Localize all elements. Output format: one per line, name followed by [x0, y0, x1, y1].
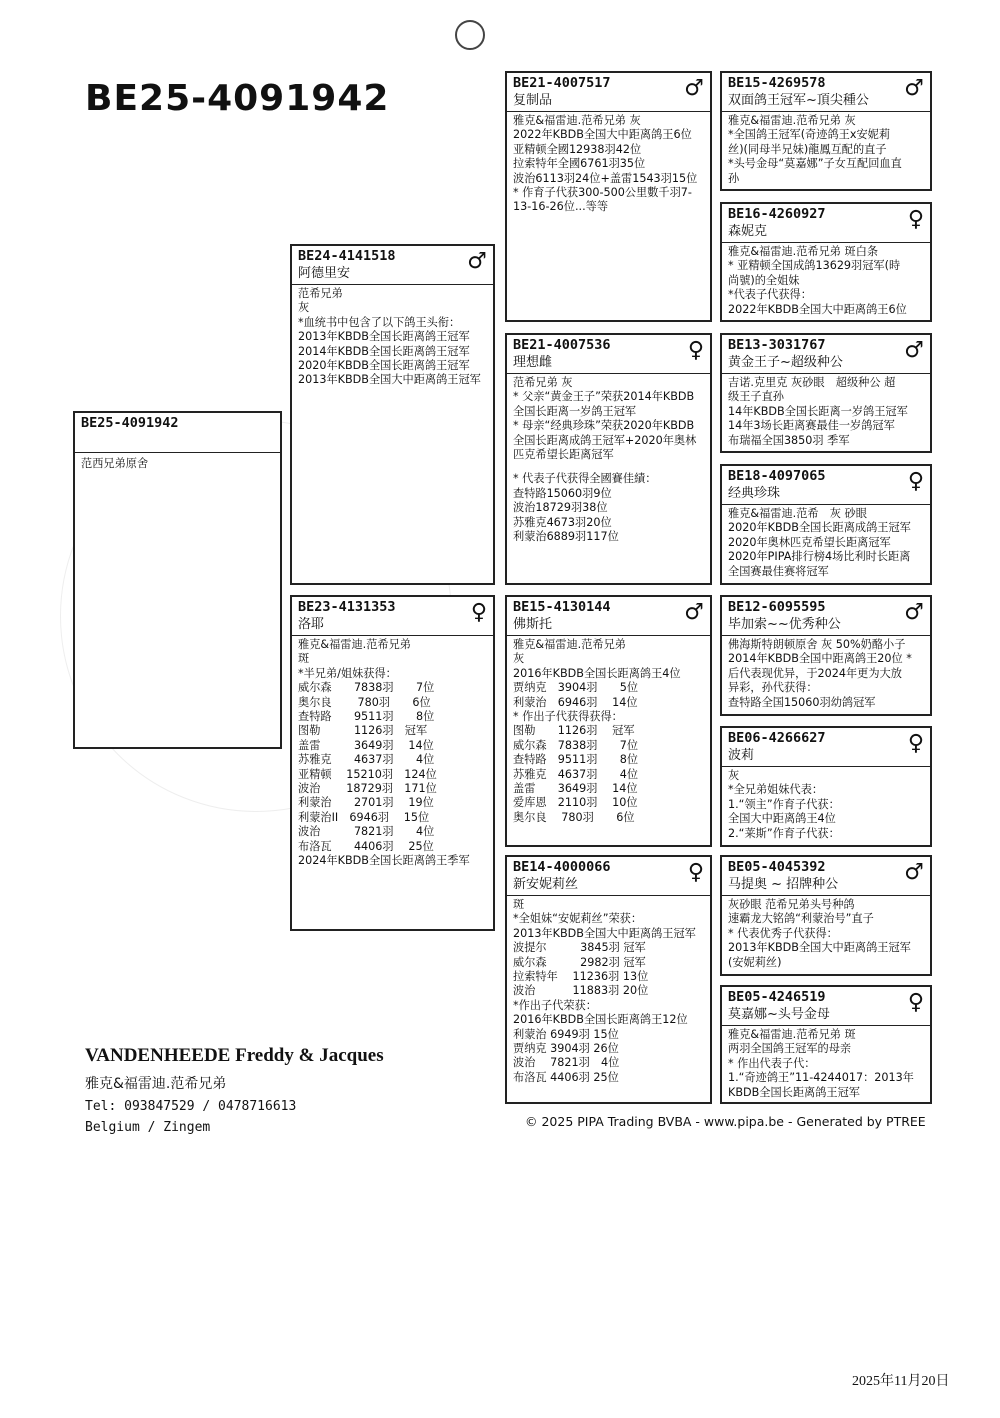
- info-line: 苏雅克 4637羽 4位: [513, 767, 639, 781]
- ring-number: BE12-6095595: [728, 599, 826, 615]
- info-line: 波提尔 3845羽 冠军: [513, 941, 646, 955]
- info-line: 雅克&福雷迪.范希兄弟 灰: [513, 114, 641, 127]
- info-line: 查特路 9511羽 8位: [513, 753, 639, 767]
- info-line: 雅克&福雷迪.范希兄弟 斑: [728, 1028, 856, 1041]
- pigeon-name: 马提奥 ~ 招牌种公: [728, 877, 839, 892]
- info-line: *头号金母“莫嘉娜”子女互配回血直: [728, 157, 902, 171]
- info-line: 级王子直孙: [728, 390, 784, 404]
- info-line: 后代表现优异，于2024年更为大放: [728, 666, 902, 680]
- info-line: [513, 462, 705, 472]
- print-date: 2025年11月20日: [852, 1374, 950, 1389]
- info-line: 布洛瓦 4406羽 25位: [513, 1070, 619, 1084]
- info-line: 波治6113羽24位+盖雷1543羽15位: [513, 171, 698, 185]
- info-line: 波治18729羽38位: [513, 501, 608, 515]
- info-line: 匹克希望长距离冠军: [513, 448, 614, 462]
- ring-number: BE06-4266627: [728, 730, 826, 746]
- info-line: 2020年KBDB全国长距离成鸽王冠军: [728, 521, 911, 535]
- info-line: 雅克&福雷迪.范希兄弟 灰: [728, 114, 856, 127]
- dam-box: [290, 595, 495, 931]
- male-symbol-icon: ♂: [904, 76, 924, 101]
- info-line: 图勒 1126羽 冠军: [513, 724, 635, 738]
- dam-sire-box: [505, 595, 712, 847]
- info-line: 全国大中距离鸽王4位: [728, 812, 836, 826]
- info-line: *全国鸽王冠军(奇迹鸽王x安妮莉: [728, 128, 891, 142]
- sire-box: [290, 244, 495, 585]
- female-symbol-icon: ♀: [907, 207, 924, 232]
- info-line: *全姐妹“安妮莉丝”荣获：: [513, 912, 643, 926]
- info-line: 利蒙治 6946羽 14位: [513, 695, 638, 709]
- ring-number: BE21-4007517: [513, 75, 611, 91]
- ring-number: BE21-4007536: [513, 337, 611, 353]
- info-line: 亚精顿 15210羽 124位: [298, 767, 437, 781]
- ring-number: BE24-4141518: [298, 248, 396, 264]
- info-line: * 亚精顿全国成鸽13629羽冠军(時: [728, 259, 901, 273]
- info-line: 2014年KBDB全国中距离鸽王20位 *: [728, 652, 912, 666]
- info-line: 全国长距离成鸽王冠军+2020年奥林: [513, 433, 697, 447]
- info-line: (安妮莉丝): [728, 955, 782, 969]
- info-line: 佛海斯特朗顿原舍 灰 50%奶酪小子: [728, 638, 906, 651]
- info-line: 全国赛最佳赛将冠军: [728, 564, 829, 578]
- info-line: 雅克&福雷迪.范希兄弟 斑白条: [728, 245, 879, 258]
- ggp-box-2: [720, 202, 932, 322]
- info-line: 2013年KBDB全国大中距离鸽王冠军: [513, 926, 696, 940]
- owner-phone: Tel: 093847529 / 0478716613: [85, 1099, 297, 1114]
- sire-sire-box: [505, 71, 712, 322]
- info-line: 14年3场长距离赛最佳一岁鸽冠军: [728, 419, 895, 433]
- info-line: * 母亲“经典珍珠”荣获2020年KBDB: [513, 419, 695, 433]
- ring-number: BE15-4130144: [513, 599, 611, 615]
- info-line: KBDB全国长距离鸽王冠军: [728, 1085, 860, 1099]
- ring-number: BE05-4045392: [728, 859, 826, 875]
- info-line: 波治 7821羽 4位: [298, 825, 435, 839]
- owner-location: Belgium / Zingem: [85, 1120, 211, 1135]
- info-line: 斑: [298, 652, 310, 666]
- info-line: 雅克&福雷迪.范希兄弟: [513, 638, 626, 651]
- female-symbol-icon: ♀: [907, 469, 924, 494]
- info-line: 13-16-26位...等等: [513, 200, 609, 214]
- dam-dam-box: [505, 855, 712, 1104]
- owner-name-en: VANDENHEEDE Freddy & Jacques: [85, 1045, 384, 1066]
- info-line: 2020年奥林匹克希望长距离冠军: [728, 535, 891, 549]
- info-line: 奥尔良 780羽 6位: [513, 810, 635, 824]
- info-line: 2022年KBDB全国大中距离鸽王6位: [728, 302, 907, 316]
- sire-dam-box: [505, 333, 712, 585]
- info-line: * 父亲“黄金王子”荣获2014年KBDB: [513, 390, 695, 404]
- info-line: 2.“莱斯”作育子代获：: [728, 826, 840, 840]
- female-symbol-icon: ♀: [687, 338, 704, 363]
- info-line: 拉索特年全國6761羽35位: [513, 157, 646, 171]
- info-line: 范西兄弟原舍: [81, 457, 149, 470]
- subject-box: [73, 411, 282, 749]
- info-line: *全兄弟姐妹代表：: [728, 783, 824, 797]
- info-line: 苏雅克4673羽20位: [513, 515, 612, 529]
- male-symbol-icon: ♂: [904, 860, 924, 885]
- copyright-text: © 2025 PIPA Trading BVBA - www.pipa.be - Generated by PTREE: [525, 1114, 926, 1129]
- ggp-box-8: [720, 985, 932, 1104]
- info-line: 范希兄弟: [298, 287, 343, 300]
- female-symbol-icon: ♀: [687, 860, 704, 885]
- info-line: 波治 7821羽 4位: [513, 1056, 620, 1070]
- ring-number: BE05-4246519: [728, 989, 826, 1005]
- pigeon-name: 阿德里安: [298, 266, 351, 281]
- info-line: 2013年KBDB全国大中距离鸽王冠军: [298, 373, 481, 387]
- info-line: 速霸龙大铭鸽“利蒙治号”直子: [728, 912, 874, 926]
- info-line: 布瑞福全国3850羽 季军: [728, 433, 850, 447]
- info-line: 贾纳克 3904羽 5位: [513, 681, 639, 695]
- pigeon-name: 莫嘉娜~头号金母: [728, 1007, 830, 1022]
- info-line: 2022年KBDB全国大中距离鸽王6位: [513, 128, 692, 142]
- info-line: 雅克&福雷迪.范希 灰 砂眼: [728, 507, 867, 520]
- ring-number: BE23-4131353: [298, 599, 396, 615]
- info-line: 波治 18729羽 171位: [298, 782, 437, 796]
- pigeon-name: 新安妮莉丝: [513, 877, 579, 892]
- info-line: 2016年KBDB全国长距离鸽王4位: [513, 666, 681, 680]
- info-line: 雅克&福雷迪.范希兄弟: [298, 638, 411, 651]
- pigeon-name: 复制品: [513, 93, 553, 108]
- male-symbol-icon: ♂: [904, 600, 924, 625]
- info-line: 爱库恩 2110羽 10位: [513, 796, 638, 810]
- info-line: *代表子代获得：: [728, 288, 812, 302]
- info-line: * 代表子代获得全國賽佳績：: [513, 472, 657, 486]
- ggp-box-4: [720, 464, 932, 585]
- info-line: * 作育子代获300-500公里數千羽7-: [513, 186, 692, 200]
- info-line: 查特路 9511羽 8位: [298, 710, 435, 724]
- info-line: 布洛瓦 4406羽 25位: [298, 839, 434, 853]
- ring-number: BE14-4000066: [513, 859, 611, 875]
- info-line: 孙: [728, 171, 740, 185]
- info-line: 盖雷 3649羽 14位: [298, 738, 434, 752]
- info-line: 利蒙治 6949羽 15位: [513, 1027, 619, 1041]
- info-line: 威尔森 2982羽 冠军: [513, 955, 646, 969]
- pigeon-name: 双面鸽王冠军~頂尖種公: [728, 93, 869, 108]
- ggp-box-3: [720, 333, 932, 453]
- info-line: 拉索特年 11236羽 13位: [513, 970, 649, 984]
- info-line: *半兄弟/姐妹获得：: [298, 666, 397, 680]
- ring-number: BE15-4269578: [728, 75, 826, 91]
- info-line: 奥尔良 780羽 6位: [298, 695, 431, 709]
- pigeon-name: 洛耶: [298, 617, 325, 632]
- info-line: 波治 11883羽 20位: [513, 984, 649, 998]
- info-line: 异彩，孙代获得：: [728, 681, 818, 695]
- info-line: 威尔森 7838羽 7位: [513, 738, 639, 752]
- ggp-box-1: [720, 71, 932, 191]
- info-line: 查特路15060羽9位: [513, 486, 612, 500]
- pigeon-name: 经典珍珠: [728, 486, 781, 501]
- pigeon-name: 波莉: [728, 748, 755, 763]
- info-line: 图勒 1126羽 冠军: [298, 724, 428, 738]
- owner-block: [85, 1045, 384, 1135]
- pigeon-name: 理想雌: [513, 355, 553, 370]
- info-line: 利蒙治II 6946羽 15位: [298, 810, 430, 824]
- info-line: 2013年KBDB全国大中距离鸽王冠军: [728, 941, 911, 955]
- male-symbol-icon: ♂: [467, 249, 487, 274]
- info-line: 亚精顿全國12938羽42位: [513, 142, 642, 156]
- info-line: 1.“奇迹鸽王”11-4244017：2013年: [728, 1071, 914, 1085]
- female-symbol-icon: ♀: [907, 990, 924, 1015]
- info-line: 利蒙治 2701羽 19位: [298, 796, 434, 810]
- info-line: * 作出子代获得获得：: [513, 710, 623, 724]
- punch-hole: [455, 20, 485, 50]
- info-line: 2013年KBDB全国长距离鸽王冠军: [298, 330, 470, 344]
- info-line: 范希兄弟 灰: [513, 376, 573, 389]
- info-line: 利蒙治6889羽117位: [513, 530, 619, 544]
- info-line: 查特路全国15060羽幼鸽冠军: [728, 695, 876, 709]
- info-line: 全国长距离一岁鸽王冠军: [513, 404, 637, 418]
- ggp-box-5: [720, 595, 932, 716]
- ring-number: BE13-3031767: [728, 337, 826, 353]
- info-line: *作出子代荣获：: [513, 998, 597, 1012]
- info-line: 威尔森 7838羽 7位: [298, 681, 435, 695]
- info-line: 1.“领主”作育子代获：: [728, 797, 840, 811]
- info-line: * 代表优秀子代获得：: [728, 926, 838, 940]
- pigeon-name: 黄金王子~超级种公: [728, 355, 843, 370]
- pigeon-name: 森妮克: [728, 224, 768, 239]
- info-line: 2020年PIPA排行榜4场比利时长距离: [728, 550, 911, 564]
- info-line: 两羽全国鸽王冠军的母亲: [728, 1042, 852, 1056]
- pigeon-name: 毕加索~~优秀种公: [728, 617, 841, 632]
- info-line: 斑: [513, 898, 525, 911]
- info-line: * 作出代表子代：: [728, 1056, 816, 1070]
- info-line: *血统书中包含了以下鸽王头衔：: [298, 315, 461, 329]
- male-symbol-icon: ♂: [684, 600, 704, 625]
- ggp-box-7: [720, 855, 932, 976]
- info-line: 2016年KBDB全国长距离鸽王12位: [513, 1013, 688, 1027]
- info-line: 灰: [298, 301, 310, 315]
- ggp-box-6: [720, 726, 932, 847]
- male-symbol-icon: ♂: [904, 338, 924, 363]
- page-title: BE25-4091942: [85, 78, 390, 119]
- male-symbol-icon: ♂: [684, 76, 704, 101]
- info-line: 盖雷 3649羽 14位: [513, 782, 638, 796]
- ring-number: BE16-4260927: [728, 206, 826, 222]
- female-symbol-icon: ♀: [470, 600, 487, 625]
- info-line: 灰: [728, 769, 740, 782]
- ring-number: BE25-4091942: [81, 415, 179, 431]
- owner-name-cn: 雅克&福雷迪.范希兄弟: [85, 1076, 227, 1092]
- info-line: 灰: [513, 652, 525, 666]
- pigeon-name: 佛斯托: [513, 617, 553, 632]
- ring-number: BE18-4097065: [728, 468, 826, 484]
- info-line: 2020年KBDB全国长距离鸽王冠军: [298, 359, 470, 373]
- info-line: 苏雅克 4637羽 4位: [298, 753, 435, 767]
- female-symbol-icon: ♀: [907, 731, 924, 756]
- info-line: 14年KBDB全国长距离一岁鸽王冠军: [728, 404, 908, 418]
- info-line: 尚號)的全姐妹: [728, 273, 800, 287]
- info-line: 灰砂眼 范希兄弟头号种鸽: [728, 898, 855, 911]
- info-line: 2014年KBDB全国长距离鸽王冠军: [298, 344, 470, 358]
- info-line: 吉诺.克里克 灰砂眼 超级种公 超: [728, 376, 896, 389]
- info-line: 丝)(同母半兄妹)龍鳳互配的直子: [728, 142, 887, 156]
- info-line: 2024年KBDB全国长距离鸽王季军: [298, 854, 470, 868]
- info-line: 贾纳克 3904羽 26位: [513, 1042, 619, 1056]
